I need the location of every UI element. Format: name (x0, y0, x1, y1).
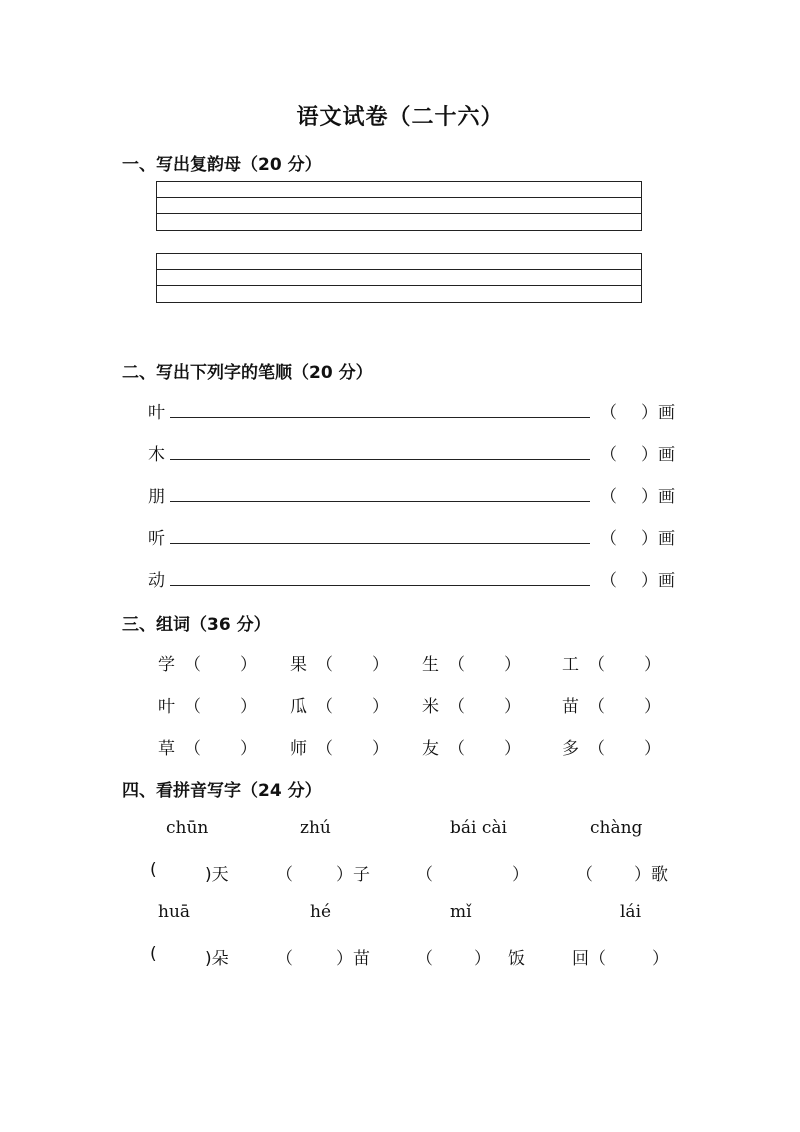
stroke-char: 听 (148, 529, 165, 549)
grid-line (157, 182, 641, 198)
paren-open: （ (184, 697, 201, 717)
word-char: 学 (158, 655, 175, 675)
stroke-char: 叶 (148, 403, 165, 423)
answer-paren-close: )朵 (205, 949, 229, 969)
stroke-row (148, 524, 678, 548)
answer-paren-open: （ (276, 949, 293, 969)
stroke-row (148, 398, 678, 422)
pinyin: chūn (166, 818, 209, 838)
stroke-row (148, 482, 678, 506)
answer-paren-open: ( (150, 860, 157, 880)
stroke-row (148, 440, 678, 464)
answer-paren-open: （ (576, 865, 593, 885)
answer-paren-close: ）子 (336, 865, 370, 885)
stroke-row (148, 566, 678, 590)
stroke-unit: 画 (658, 445, 675, 465)
answer-paren-open: （ (416, 949, 433, 969)
stroke-char: 动 (148, 571, 165, 591)
paren-open: （ (316, 655, 333, 675)
writing-grid-1 (156, 181, 642, 231)
paren-close: ） (240, 697, 257, 717)
paren-close: ） (504, 655, 521, 675)
paren-open: （ (184, 655, 201, 675)
paren-close: ） (372, 655, 389, 675)
answer-line[interactable] (170, 585, 590, 586)
section-2-heading: 二、写出下列字的笔顺（20 分） (122, 363, 373, 383)
paren-open: （ (316, 739, 333, 759)
answer-paren-close: ）歌 (634, 865, 668, 885)
paren-close: ） (372, 739, 389, 759)
paren-close: ） (372, 697, 389, 717)
paren-close: ） (240, 739, 257, 759)
answer-paren-close: ） (652, 949, 669, 969)
paren-open: （ (588, 655, 605, 675)
paren-close: ） (641, 529, 658, 549)
paren-open: （ (448, 739, 465, 759)
answer-prefix-open: 回（ (572, 949, 606, 969)
pinyin: mǐ (450, 902, 472, 922)
answer-suffix: 饭 (508, 949, 525, 969)
stroke-char: 木 (148, 445, 165, 465)
paren-open: （ (600, 445, 617, 465)
paren-open: （ (600, 403, 617, 423)
pinyin: bái cài (450, 818, 507, 838)
stroke-unit: 画 (658, 571, 675, 591)
paren-open: （ (600, 487, 617, 507)
paren-open: （ (588, 739, 605, 759)
grid-line (157, 198, 641, 214)
paren-close: ） (504, 697, 521, 717)
word-char: 师 (290, 739, 307, 759)
page-title: 语文试卷（二十六） (296, 105, 504, 130)
stroke-unit: 画 (658, 487, 675, 507)
answer-paren-open: ( (150, 944, 157, 964)
paren-open: （ (588, 697, 605, 717)
word-char: 多 (562, 739, 579, 759)
grid-line (157, 270, 641, 286)
paren-close: ） (641, 571, 658, 591)
word-char: 苗 (562, 697, 579, 717)
grid-line (157, 214, 641, 230)
paren-open: （ (448, 655, 465, 675)
answer-paren-open: （ (276, 865, 293, 885)
stroke-char: 朋 (148, 487, 165, 507)
paren-close: ） (644, 739, 661, 759)
answer-paren-close: ） (512, 865, 529, 885)
word-char: 草 (158, 739, 175, 759)
pinyin: lái (620, 902, 642, 922)
pinyin: hé (310, 902, 332, 922)
answer-paren-close: )天 (205, 865, 229, 885)
paren-close: ） (644, 655, 661, 675)
paren-close: ） (641, 445, 658, 465)
pinyin: zhú (300, 818, 331, 838)
section-1-heading: 一、写出复韵母（20 分） (122, 155, 322, 175)
paren-open: （ (448, 697, 465, 717)
pinyin: huā (158, 902, 191, 922)
answer-line[interactable] (170, 543, 590, 544)
word-char: 友 (422, 739, 439, 759)
answer-paren-close: ）苗 (336, 949, 370, 969)
word-char: 果 (290, 655, 307, 675)
section-3-heading: 三、组词（36 分） (122, 615, 271, 635)
answer-line[interactable] (170, 459, 590, 460)
section-4-heading: 四、看拼音写字（24 分） (122, 781, 322, 801)
paren-open: （ (600, 571, 617, 591)
pinyin: chàng (590, 818, 643, 838)
word-char: 叶 (158, 697, 175, 717)
paren-open: （ (316, 697, 333, 717)
answer-line[interactable] (170, 501, 590, 502)
paren-close: ） (641, 487, 658, 507)
answer-paren-open: （ (416, 865, 433, 885)
grid-line (157, 254, 641, 270)
stroke-unit: 画 (658, 403, 675, 423)
stroke-unit: 画 (658, 529, 675, 549)
word-char: 生 (422, 655, 439, 675)
word-char: 瓜 (290, 697, 307, 717)
word-char: 米 (422, 697, 439, 717)
paren-close: ） (504, 739, 521, 759)
word-char: 工 (562, 655, 579, 675)
paren-close: ） (641, 403, 658, 423)
paren-close: ） (644, 697, 661, 717)
answer-line[interactable] (170, 417, 590, 418)
paren-open: （ (600, 529, 617, 549)
paren-open: （ (184, 739, 201, 759)
grid-line (157, 286, 641, 302)
writing-grid-2 (156, 253, 642, 303)
paren-close: ） (240, 655, 257, 675)
answer-paren-close: ） (474, 949, 491, 969)
